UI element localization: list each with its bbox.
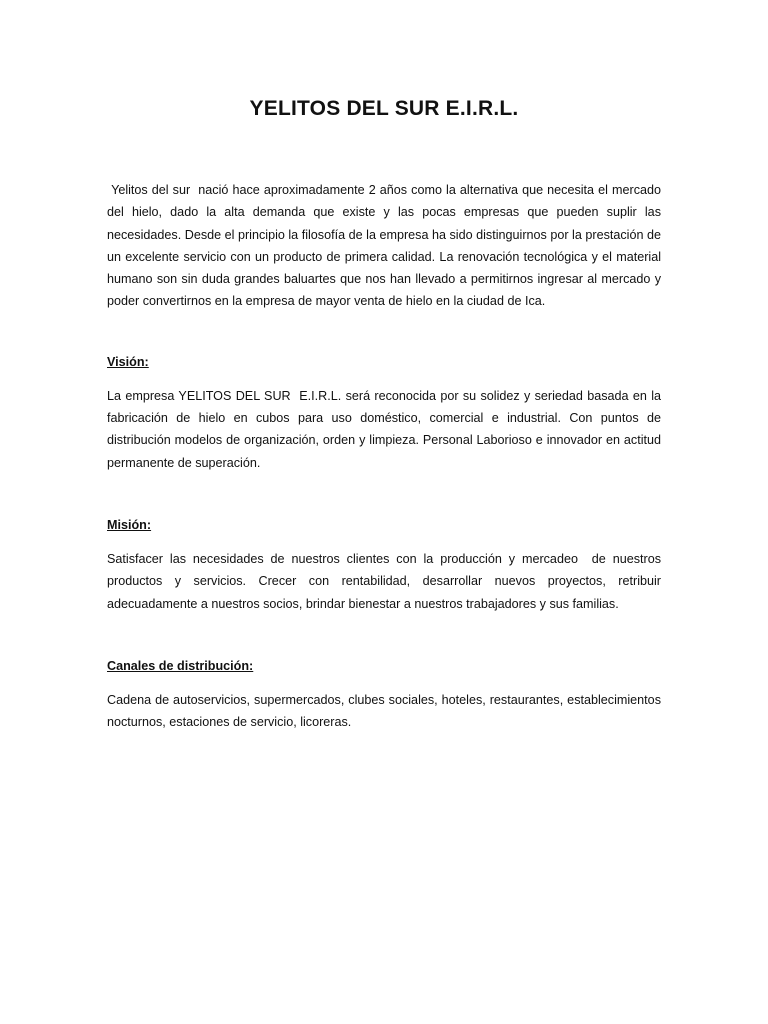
canales-heading: Canales de distribución: [107, 658, 254, 673]
mision-paragraph: Satisfacer las necesidades de nuestros clientes con la producción y mercadeo de nuestros productos y servicios. Crecer con rentabilidad, desarrollar nuevos proyectos, retribuir adecuadamente a nuestros socios, brindar bienestar a nuestros trabajadores y sus familias. [107, 551, 665, 611]
vision-heading: Visión: [107, 354, 149, 369]
mision-heading: Misión: [107, 517, 152, 532]
canales-paragraph: Cadena de autoservicios, supermercados, clubes sociales, hoteles, restaurantes, establecimientos nocturnos, estaciones de servicio, licoreras. [107, 692, 665, 730]
intro-paragraph: Yelitos del sur nació hace aproximadamente 2 años como la alternativa que necesita el mercado del hielo, dado la alta demanda que existe y las pocas empresas que pueden suplir las necesidades. Desde el principio la filosofía de la empresa ha sido distinguirnos por la prestación de un excelente servicio con un producto de primera calidad. La renovación tecnológica y el material humano son sin duda grandes baluartes que nos han llevado a permitirnos ingresar al mercado y poder convertirnos en la empresa de mayor venta de hielo en la ciudad de Ica. [107, 183, 665, 309]
document-title: YELITOS DEL SUR E.I.R.L. [249, 97, 519, 120]
vision-paragraph: La empresa YELITOS DEL SUR E.I.R.L. será reconocida por su solidez y seriedad basada en la fabricación de hielo en cubos para uso doméstico, comercial e industrial. Con puntos de distribución modelos de organización, orden y limpieza. Personal Laborioso e innovador en actitud permanente de superación. [107, 388, 665, 470]
